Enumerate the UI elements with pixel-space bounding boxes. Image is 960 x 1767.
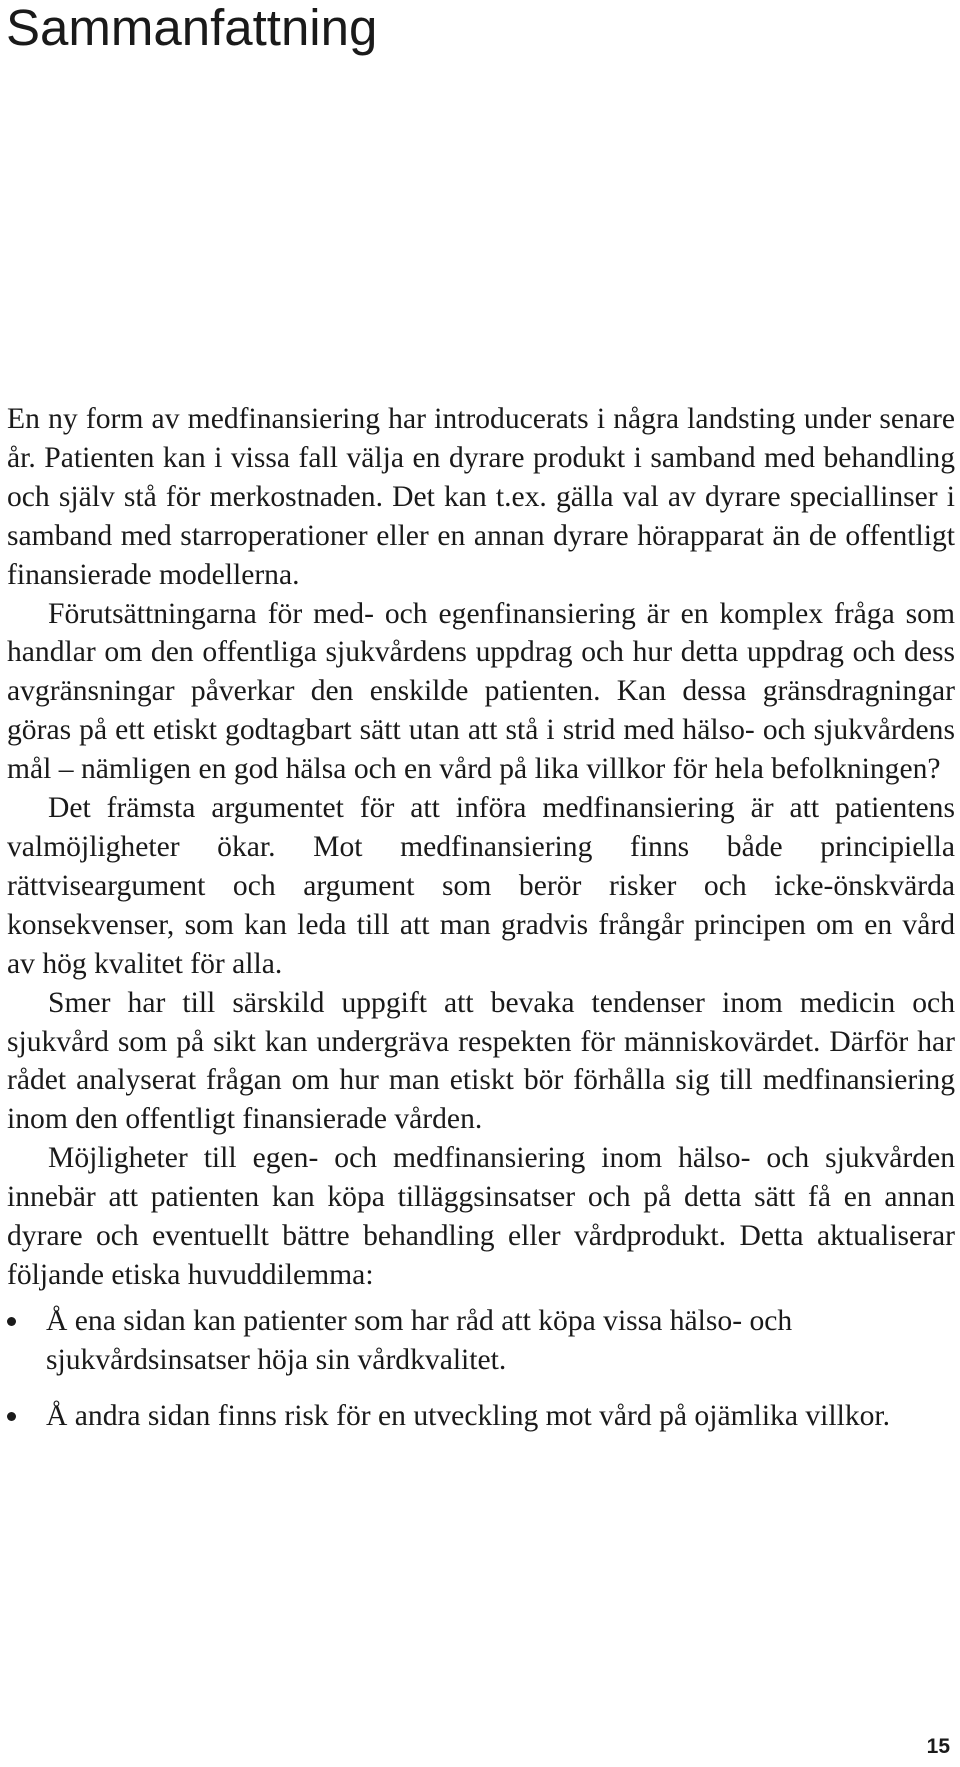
list-item [7,1397,955,1436]
list-item [7,1302,955,1380]
paragraph-arguments: Det främsta argumentet för att införa medfinansiering är att patientens valmöjligheter ökar. Mot medfinansiering finns både principiella rättviseargument och argument som berör risker och icke-önskvärda konsekvenser, som kan leda till att man gradvis frångår principen om en vård av hög kvalitet för alla. [7,792,955,980]
paragraph-conditions: Förutsättningarna för med- och egenfinansiering är en komplex fråga som handlar om den offentliga sjukvårdens uppdrag och hur detta uppdrag och dess avgränsningar påverkar den enskilde patienten. Kan dessa gränsdragningar göras på ett etiskt godtagbart sätt utan att stå i strid med hälso- och sjukvårdens mål – nämligen en god hälsa och en vård på lika villkor för hela befolkningen? [7,597,955,786]
paragraph-intro: En ny form av medfinansiering har introducerats i några landsting under senare år. Patienten kan i vissa fall välja en dyrare produkt i samband med behandling och själv stå för merkostnaden. Det kan t.ex. gälla val av dyrare speciallinser i samband med starroperationer eller en annan dyrare hörapparat än de offentligt finansierade modellerna. [7,403,955,591]
list-item-text: Å andra sidan finns risk för en utveckling mot vård på ojämlika villkor. [46,1399,891,1432]
paragraph-dilemma: Möjligheter till egen- och medfinansiering inom hälso- och sjukvården innebär att patienten kan köpa tilläggsinsatser och på detta sätt få en annan dyrare och eventuellt bättre behandling eller vårdprodukt. Detta aktualiserar följande etiska huvuddilemma: [7,1142,955,1291]
dilemma-list [7,1302,955,1436]
bullet-icon [7,1317,16,1326]
bullet-icon [7,1412,16,1421]
page-number: 15 [926,1735,950,1758]
summary-body [7,400,955,1453]
list-item-text: Å ena sidan kan patienter som har råd att köpa vissa hälso- och sjukvårdsinsatser höja sin vårdkvalitet. [46,1304,793,1376]
page-title: Sammanfattning [6,0,378,56]
paragraph-smer-task: Smer har till särskild uppgift att bevaka tendenser inom medicin och sjukvård som på sikt kan undergräva respekten för människovärdet. Därför har rådet analyserat frågan om hur man etiskt bör förhålla sig till medfinansiering inom den offentligt finansierade vården. [7,986,955,1136]
